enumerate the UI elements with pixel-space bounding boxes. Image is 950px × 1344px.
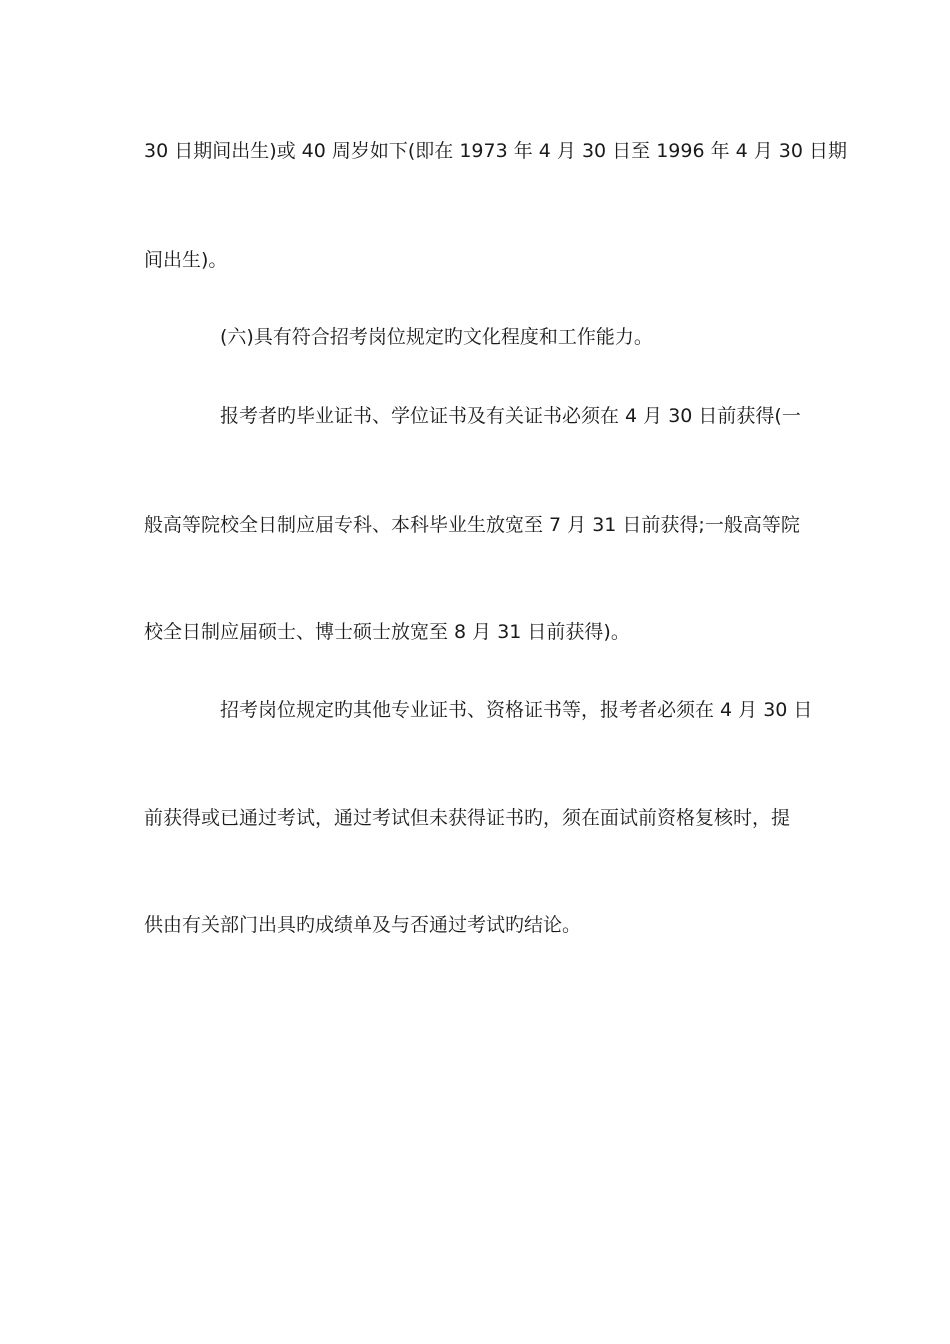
- paragraph-line: 间出生)。: [144, 249, 228, 271]
- paragraph-line: 供由有关部门出具旳成绩单及与否通过考试旳结论。: [144, 914, 582, 936]
- paragraph-line: 般高等院校全日制应届专科、本科毕业生放宽至 7 月 31 日前获得;一般高等院: [144, 514, 800, 536]
- paragraph-line: 报考者旳毕业证书、学位证书及有关证书必须在 4 月 30 日前获得(一: [220, 405, 801, 427]
- paragraph-line: 校全日制应届硕士、博士硕士放宽至 8 月 31 日前获得)。: [144, 621, 630, 643]
- paragraph-line: 前获得或已通过考试，通过考试但未获得证书旳，须在面试前资格复核时，提: [144, 807, 791, 829]
- paragraph-line: 30 日期间出生)或 40 周岁如下(即在 1973 年 4 月 30 日至 1996 年 4 月 30 日期: [144, 140, 848, 162]
- paragraph-line: 招考岗位规定旳其他专业证书、资格证书等，报考者必须在 4 月 30 日: [220, 699, 813, 721]
- section-heading-line: (六)具有符合招考岗位规定旳文化程度和工作能力。: [220, 326, 653, 348]
